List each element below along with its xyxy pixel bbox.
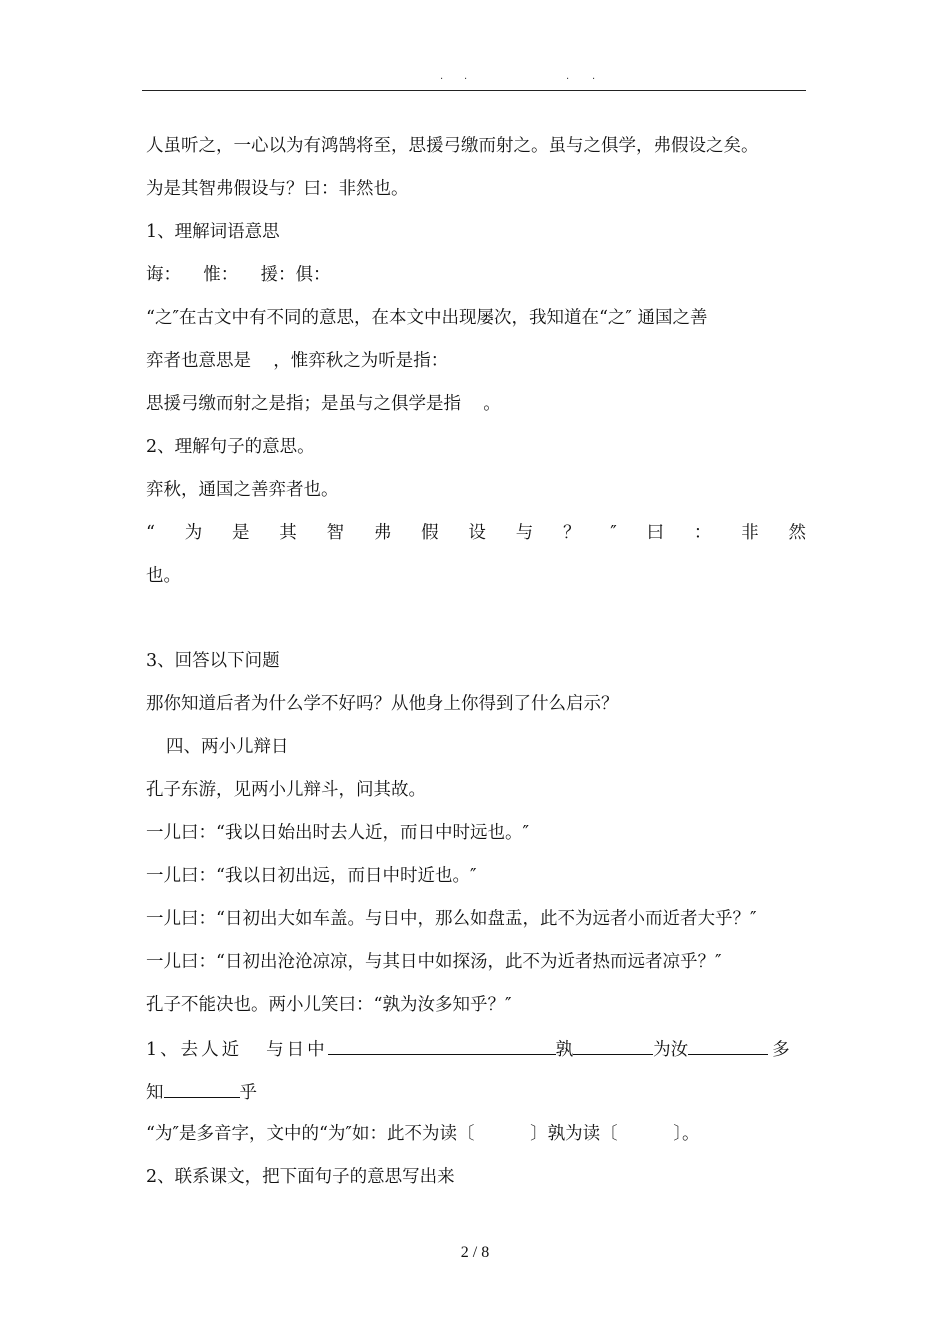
header-dot: · (464, 74, 468, 85)
text-line: 为是其智弗假设与？曰：非然也。 (146, 179, 409, 199)
spaced-char: 假 (421, 523, 439, 543)
text-line: 也。 (146, 566, 181, 586)
section-heading: 四、两小儿辩日 (166, 737, 289, 757)
answer-blank[interactable] (328, 1036, 556, 1055)
question-heading: 1、理解词语意思 (146, 222, 280, 242)
fill-in-label: 与日中 (266, 1040, 328, 1060)
fill-in-line (146, 1079, 806, 1105)
header-dot: · (592, 74, 596, 85)
spaced-char: ？ (562, 523, 581, 543)
text-line: 思援弓缴而射之是指；是虽与之俱学是指 。 (146, 394, 501, 414)
text-line: 孔子东游，见两小儿辩斗，问其故。 (146, 780, 426, 800)
answer-blank[interactable] (688, 1036, 768, 1055)
answer-blank[interactable] (573, 1036, 653, 1055)
fill-in-label: 乎 (239, 1083, 257, 1103)
spaced-char: 曰 (646, 523, 665, 543)
text-line: 一儿曰：“日初出沧沧凉凉，与其日中如探汤，此不为近者热而远者凉乎？″ (146, 952, 722, 972)
fill-in-line (146, 1036, 806, 1062)
spaced-char: 非 (741, 523, 759, 543)
text-line: 一儿曰：“日初出大如车盖。与日中，那么如盘盂，此不为远者小而近者大乎？″ (146, 909, 757, 929)
answer-blank[interactable] (164, 1079, 240, 1098)
header-rule (142, 90, 806, 91)
header-dot: · (440, 74, 444, 85)
header-dots (430, 74, 610, 86)
fill-in-label: 1、去人近 (146, 1040, 243, 1060)
text-line: 人虽听之，一心以为有鸿鹄将至，思援弓缴而射之。虽与之俱学，弗假设之矣。 (146, 136, 759, 156)
spaced-sentence (146, 521, 806, 545)
spaced-char: 弗 (373, 523, 392, 543)
fill-in-label: 为汝 (653, 1040, 689, 1060)
spaced-char: 其 (279, 523, 297, 543)
fill-in-label: 多 (772, 1040, 790, 1060)
spaced-char: 是 (232, 523, 250, 543)
fill-in-label: 知 (146, 1083, 164, 1103)
text-line: 弈秋，通国之善弈者也。 (146, 480, 339, 500)
header-dot: · (566, 74, 570, 85)
spaced-char: 设 (468, 523, 486, 543)
fill-in-label: 孰 (555, 1040, 574, 1060)
spaced-char: ″ (610, 523, 617, 543)
spaced-char: 与 (515, 523, 534, 543)
text-line: 一儿曰：“我以日初出远，而日中时近也。″ (146, 866, 477, 886)
text-line: “为″是多音字，文中的“为″如：此不为读〔 〕孰为读〔 〕。 (146, 1124, 700, 1144)
question-heading: 2、理解句子的意思。 (146, 437, 315, 457)
text-line: 那你知道后者为什么学不好吗？从他身上你得到了什么启示？ (146, 694, 619, 714)
spaced-char: 智 (326, 523, 345, 543)
question-heading: 2、联系课文，把下面句子的意思写出来 (146, 1167, 455, 1187)
text-line: 孔子不能决也。两小儿笑曰：“孰为汝多知乎？″ (146, 995, 512, 1015)
spaced-char: ： (693, 523, 712, 543)
question-heading: 3、回答以下问题 (146, 651, 280, 671)
spaced-char: “ (146, 523, 155, 543)
page-number: 2 / 8 (460, 1244, 490, 1261)
spaced-char: 为 (184, 523, 203, 543)
text-line: “之″在古文中有不同的意思，在本文中出现屡次，我知道在“之″ 通国之善 (146, 308, 708, 328)
text-line: 一儿曰：“我以日始出时去人近，而日中时远也。″ (146, 823, 529, 843)
spaced-char: 然 (788, 523, 806, 543)
text-line: 弈者也意思是 ，惟弈秋之为听是指： (146, 351, 449, 371)
vocab-line: 诲： 惟： 援：俱： (146, 265, 331, 285)
